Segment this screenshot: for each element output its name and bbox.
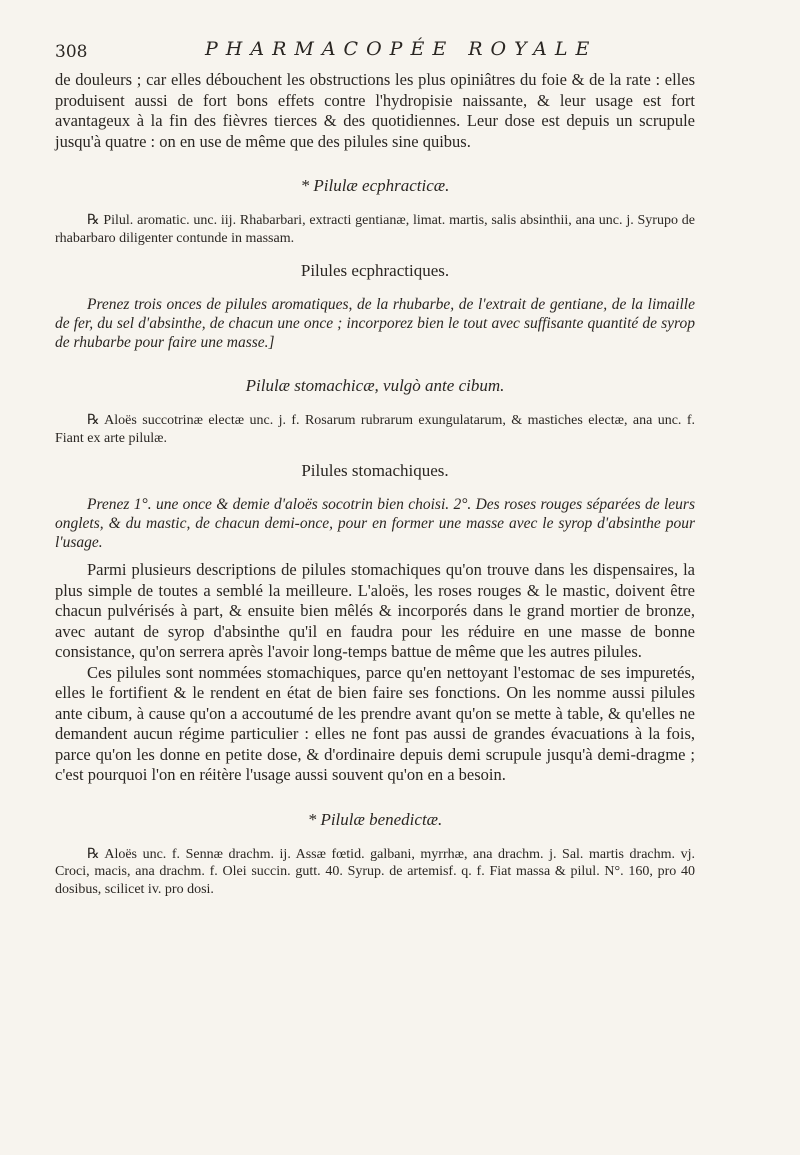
latin-recipe-benedictae: ℞ Aloës unc. f. Sennæ drachm. ij. Assæ fœtid. galbani, myrrhæ, ana drachm. j. Sal. martis drachm. vj. Croci, macis, ana drachm. f. Olei succin. gutt. 40. Syrup. de artemisf. q. f. Fiat massa & pilul. N°. 160, pro 40 dosibus, scilicet iv. pro dosi. xyxy=(55,846,695,897)
latin-heading-ecphracticae: * Pilulæ ecphracticæ. xyxy=(300,176,450,195)
intro-paragraph: de douleurs ; car elles débouchent les obstructions les plus opiniâtres du foie & de la rate : elles produisent aussi de fort bons effets contre l'hydropisie naissante, & leur usage est fort avantageux à la fin des fièvres tierces & des quotidiennes. Leur dose est depuis un scrupule jusqu'à quatre : on en use de même que des pilules sine quibus. xyxy=(55,70,695,151)
page-body xyxy=(55,70,695,898)
commentary-paragraph-2: Ces pilules sont nommées stomachiques, parce qu'en nettoyant l'estomac de ses impuretés, elles le fortifient & le rendent en état de bien faire ses fonctions. On les nomme aussi pilules ante cibum, à cause qu'on a accoutumé de les prendre avant qu'on se mette à table, & qu'elles ne demandent aucun régime particulier : elles ne font pas aussi de grandes évacuations à la fois, parce qu'on les donne en petite dose, & d'ordinaire depuis demi scrupule jusqu'à demi-dragme ; c'est pourquoi l'on en réitère l'usage aussi souvent qu'on en a besoin. xyxy=(55,662,695,784)
latin-heading-stomachicae: Pilulæ stomachicæ, vulgò ante cibum. xyxy=(245,376,505,395)
french-heading-stomachiques: Pilules stomachiques. xyxy=(301,461,449,480)
latin-heading-benedictae: * Pilulæ benedictæ. xyxy=(307,809,443,829)
commentary-paragraph-1: Parmi plusieurs descriptions de pilules stomachiques qu'on trouve dans les dispensaires, la plus simple de toutes a semblé la meilleure. L'aloës, les roses rouges & le mastic, doivent être chacun pulvérisés à part, & ensuite bien mêlés & incorporés dans le grand mortier de bronze, avec autant de syrop d'absinthe qu'il en faudra pour les réduire en une masse de bonne consistance, qu'on serrera après l'avoir long-temps battue de même que les autres pilules. xyxy=(55,560,695,661)
french-recipe-stomachiques: Prenez 1°. une once & demie d'aloës socotrin bien choisi. 2°. Des roses rouges séparées de leurs onglets, & du mastic, de chacun demi-once, pour en former une masse avec le syrop d'absinthe pour l'usage. xyxy=(55,496,695,551)
page-header xyxy=(55,38,695,68)
page-number: 308 xyxy=(55,42,88,62)
latin-recipe-stomachicae: ℞ Aloës succotrinæ electæ unc. j. f. Rosarum rubrarum exungulatarum, & mastiches electæ, ana unc. f. Fiant ex arte pilulæ. xyxy=(55,413,695,446)
running-title: PHARMACOPÉE ROYALE xyxy=(205,38,598,60)
french-heading-ecphractiques: Pilules ecphractiques. xyxy=(300,261,450,280)
latin-recipe-ecphracticae: ℞ Pilul. aromatic. unc. iij. Rhabarbari, extracti gentianæ, limat. martis, salis absinthii, ana unc. j. Syrupo de rhabarbaro diligenter contunde in massam. xyxy=(55,213,695,246)
french-recipe-ecphractiques: Prenez trois onces de pilules aromatiques, de la rhubarbe, de l'extrait de gentiane, de la limaille de fer, du sel d'absinthe, de chacun une once ; incorporez bien le tout avec suffisante quantité de syrop de rhubarbe pour faire une masse.] xyxy=(55,296,695,351)
